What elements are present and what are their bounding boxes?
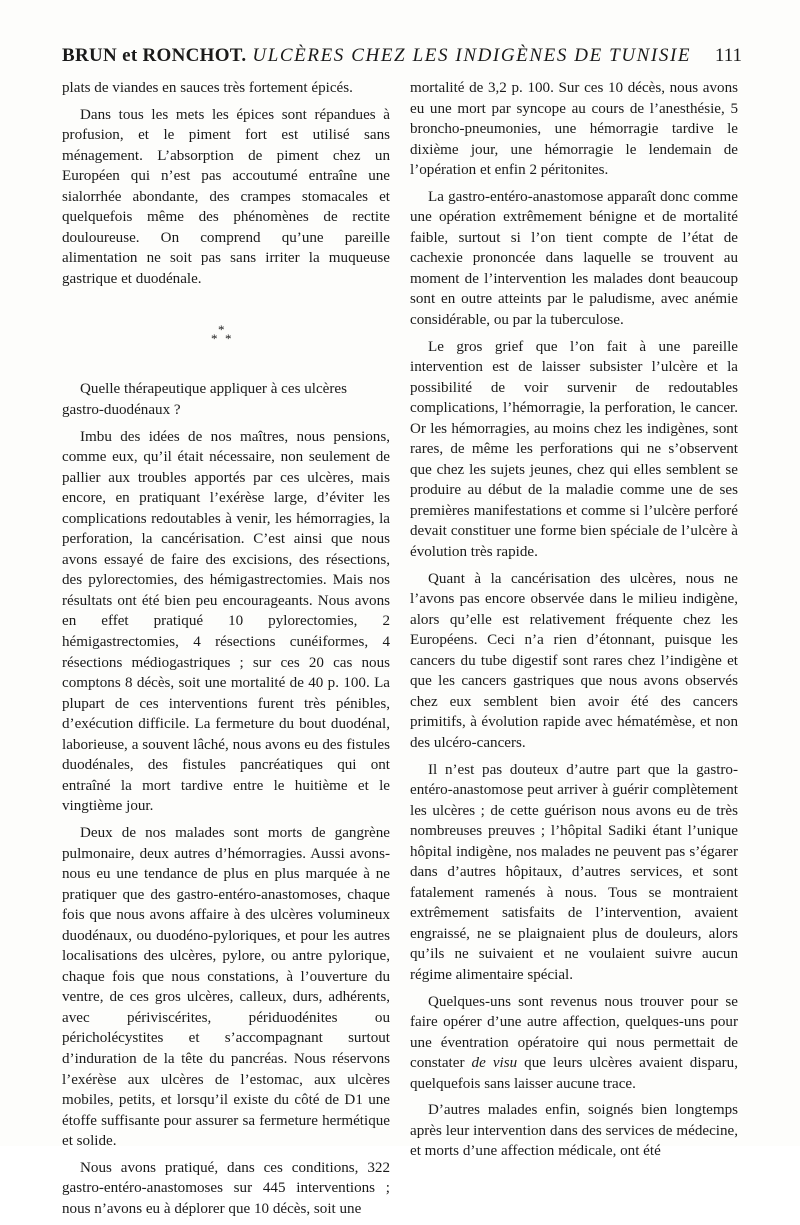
paragraph: Quant à la cancérisation des ulcères, nous ne l’avons pas encore observée dans le milieu indigène, alors qu’elle est relativement fréquente chez les Européens. Ceci n’a rien d’étonnant, puisque les cancers du tube digestif sont rares chez l’indigène et que les cancers gastriques que nous avons observés chez eux semblent bien avoir été des cancers primitifs, à évolution rapide avec hématémèse, et non des ulcéro-cancers. (410, 570, 738, 751)
paragraph: Dans tous les mets les épices sont répandues à profusion, et le piment fort est utilisé sans ménagement. L’absorption de piment chez un Européen qui n’est pas accoutumé entraîne une sialorrhée abondante, des crampes stomacales et quelquefois même des phénomènes de rectite douloureuse. On comprend qu’une pareille alimentation ne soit pas sans irriter la muqueuse gastrique et duodénale. (62, 106, 390, 287)
right-column (410, 78, 738, 1168)
paragraph: La gastro-entéro-anastomose apparaît donc comme une opération extrêmement bénigne et de mortalité faible, surtout si l’on tient compte de l’état de cachexie prononcée dans laquelle se trouvent au moment de l’intervention les malades dont beaucoup sont en outre atteints par le paludisme, avec anémie considérable, ou par la tuberculose. (410, 188, 738, 329)
page-number: 111 (714, 45, 742, 66)
paragraph: Imbu des idées de nos maîtres, nous pensions, comme eux, qu’il était nécessaire, non seulement de pallier aux troubles apportés par ces ulcères, mais encore, en pratiquant l’exérèse large, d’éviter les complications redoutables à venir, les hémorragies, la perforation, la cancérisation. C’est ainsi que nous avons essayé de faire des excisions, des résections, des pylorectomies, des hémigastrectomies. Mais nos résultats ont été bien peu encourageants. Nous avons en effet pratiqué 10 pylorectomies, 2 hémigastrectomies, 4 résections cunéiformes, 4 résections médiogastriques ; sur ces 20 cas nous comptons 8 décès, soit une mortalité de 40 p. 100. La plupart de ces interventions furent très pénibles, d’exécution difficile. La fermeture du bout duodénal, laborieuse, a souvent lâché, nous avons eu des fistules duodénales, des fistules pancréatiques qui ont entraîné la mort tardive entre le huitième et le vingtième jour. (62, 428, 390, 815)
paragraph: Nous avons pratiqué, dans ces conditions, 322 gastro-entéro-anastomoses sur 445 interventions ; nous n’avons eu à déplorer que 10 décès, soit une (62, 1159, 390, 1217)
paragraph: mortalité de 3,2 p. 100. Sur ces 10 décès, nous avons eu une mort par syncope au cours de l’anesthésie, 5 broncho-pneumonies, une hémorragie tardive le dixième jour, une hémorragie le lendemain de l’opération et enfin 2 péritonites. (410, 80, 738, 179)
paragraph: Quelle thérapeutique appliquer à ces ulcères gastro-duodénaux ? (62, 381, 347, 419)
separator-star-top: * (218, 322, 225, 338)
separator-star-left: * (211, 331, 218, 347)
paragraph: Il n’est pas douteux d’autre part que la gastro-entéro-anastomose peut arriver à guérir complètement les ulcères ; de cette guérison nous avons eu de très nombreuses preuves ; l’hôpital Sadiki étant l’unique hôpital indigène, nos malades ne peuvent pas s’égarer dans d’autres hôpitaux, d’autres services, et sont fatalement ramenés à nous. Tous se montraient extrêmement satisfaits de l’intervention, avaient engraissé, ne se plaignaient plus de douleurs, alors qu’ils ne suivaient et ne voulaient suivre aucun régime alimentaire spécial. (410, 761, 738, 983)
paragraph: Le gros grief que l’on fait à une pareille intervention est de laisser subsister l’ulcère et la possibilité de voir survenir de redoutables complications, l’hémorragie, la perforation, le cancer. Or les hémorragies, au moins chez les indigènes, sont rares, de même les perforations qui ne s’observent que chez les sujets jeunes, chez qui elles semblent se produire au début de la maladie comme une de ses premières manifestations et comme si l’ulcère perforé devait constituer une forme bien spéciale de l’ulcère à évolution très rapide. (410, 338, 738, 561)
running-header (62, 42, 742, 70)
paragraph: plats de viandes en sauces très fortement épicés. (62, 80, 353, 96)
paragraph: Deux de nos malades sont morts de gangrène pulmonaire, deux autres d’hémorragies. Aussi avons-nous eu une tendance de plus en plus marquée à ne pratiquer que des gastro-entéro-anastomoses, chaque fois que nous avons affaire à des ulcères volumineux duodénaux, ou duodéno-pyloriques, et pour les autres localisations des ulcères, pylore, ou antre pylorique, chaque fois que nous constations, à l’ouverture du ventre, de ces gros ulcères, calleux, durs, adhérents, avec périviscérites, périduodénites ou péricholécystites et s’accompagnant surtout d’induration de la tête du pancréas. Nous réservons l’exérèse aux ulcères de l’estomac, aux ulcères mobiles, petits, et lorsqu’il existe du côté de D1 une étoffe suffisante pour assurer sa fermeture hermétique et solide. (62, 824, 390, 1150)
paragraph (410, 992, 738, 1095)
header-authors: BRUN et RONCHOT. (62, 45, 247, 66)
separator-star-right: * (225, 331, 232, 347)
paragraph-text: que leurs ulcères avaient disparu, quelquefois sans laisser aucune trace. (410, 1055, 738, 1092)
left-column (62, 78, 390, 1225)
italic-phrase: de visu (471, 1055, 518, 1072)
paragraph: D’autres malades enfin, soignés bien longtemps après leur intervention dans des services de médecine, et morts d’une affection médicale, ont été (410, 1102, 738, 1160)
header-title: ULCÈRES CHEZ LES INDIGÈNES DE TUNISIE (252, 45, 692, 66)
paragraph-text: Quelques-uns sont revenus nous trouver pour se faire opérer d’une autre affection, quelques-uns pour une éventration opératoire qui nous permettait de constater (410, 993, 738, 1072)
section-separator (62, 295, 390, 379)
